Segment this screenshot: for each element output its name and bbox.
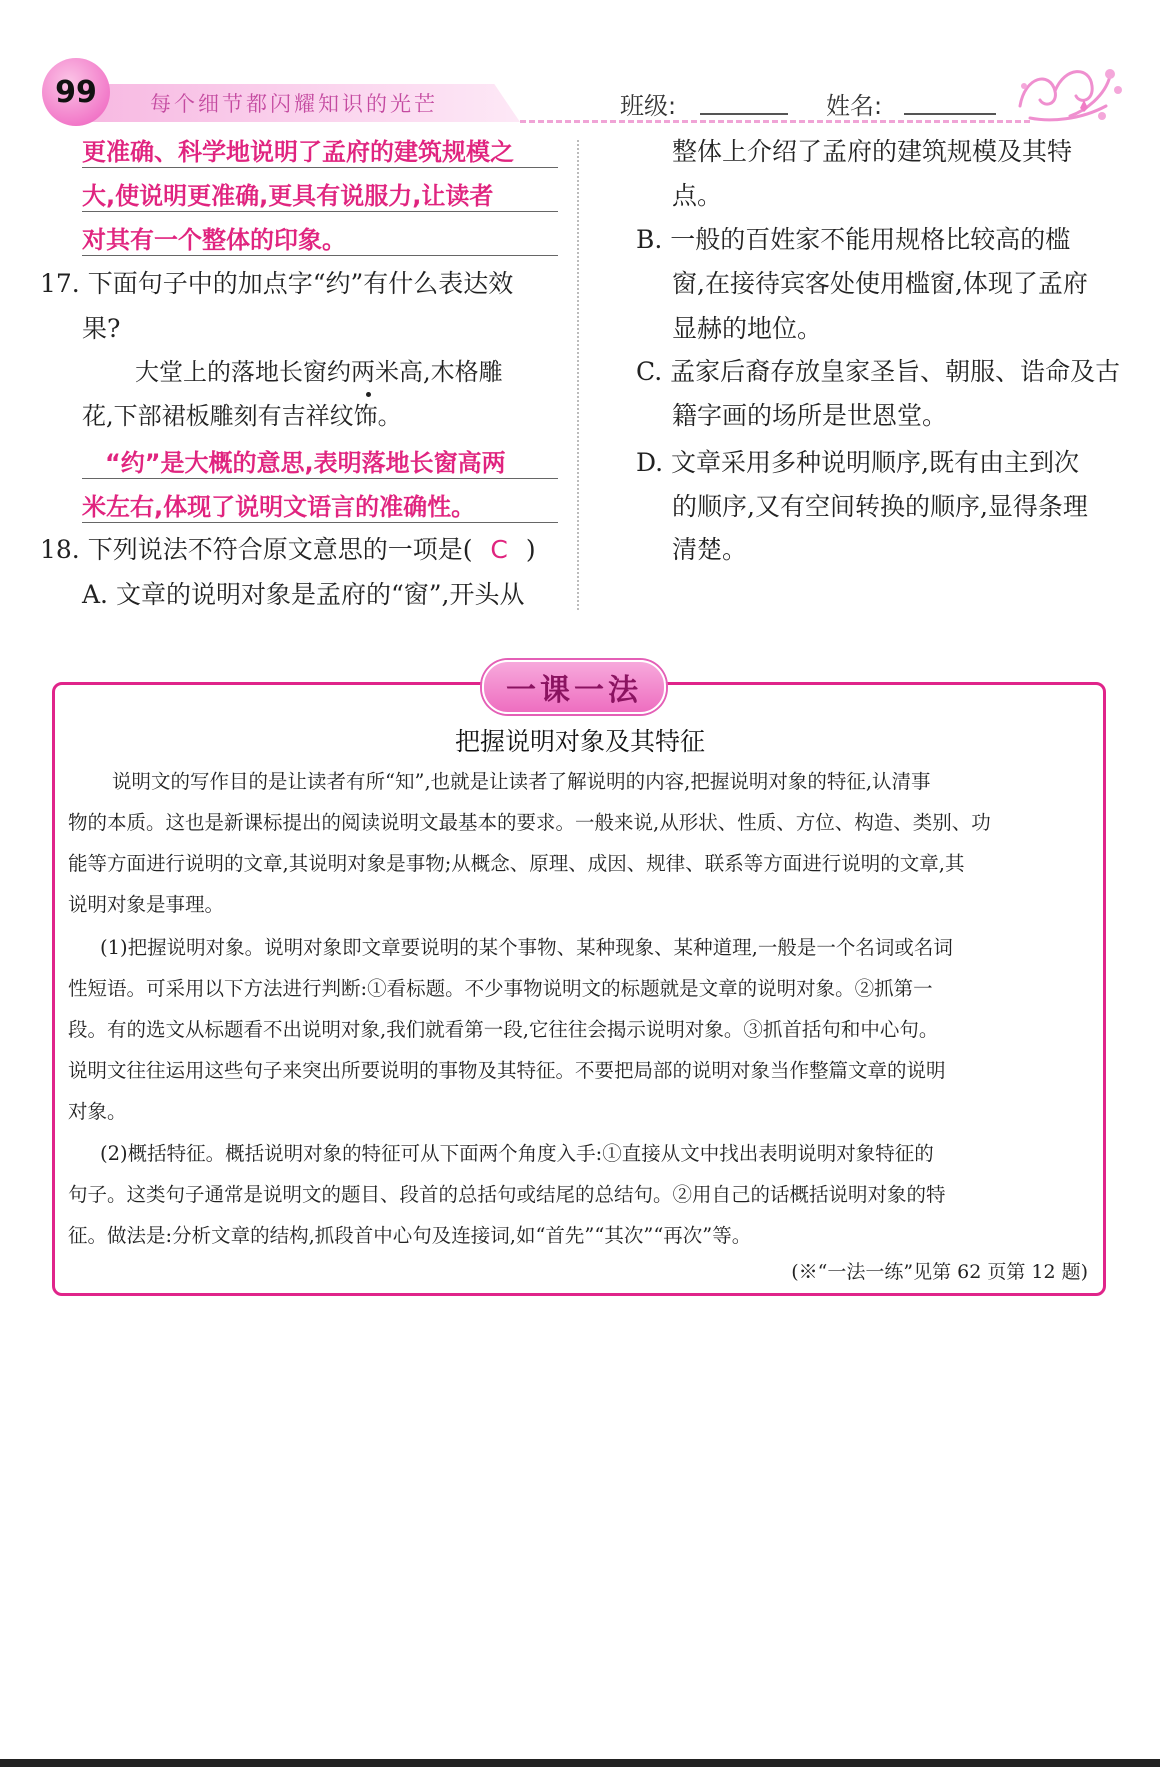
method-box-title: 把握说明对象及其特征 [454,727,705,756]
method-box-tab: 一课一法 [482,660,666,714]
method-paragraph-line: (1)把握说明对象。说明对象即文章要说明的某个事物、某种现象、某种道理,一般是一个名词或名词 [100,936,953,959]
method-paragraph-line: 说明文的写作目的是让读者有所“知”,也就是让读者了解说明的内容,把握说明对象的特征,认清事 [112,770,931,793]
option-d-cont: 的顺序,又有空间转换的顺序,显得条理 [672,492,1088,521]
q18-stem-prefix: 18. 下列说法不符合原文意思的一项是( [40,535,473,564]
method-paragraph-line: 段。有的选文从标题看不出说明对象,我们就看第一段,它往往会揭示说明对象。③抓首括句和中心句。 [68,1018,939,1041]
page-header [0,0,1160,135]
q16-answer-line: 大,使说明更准确,更具有说服力,让读者 [82,182,494,210]
option-c-cont: 籍字画的场所是世恩堂。 [672,401,948,430]
option-b: B. 一般的百姓家不能用规格比较高的槛 [636,225,1071,254]
name-label: 姓名: [826,92,883,120]
method-paragraph-line: (2)概括特征。概括说明对象的特征可从下面两个角度入手:①直接从文中找出表明说明对象特征的 [100,1142,934,1165]
q18-stem [40,528,536,572]
option-b-cont: 显赫的地位。 [672,314,823,343]
slogan-text: 每个细节都闪耀知识的光芒 [150,92,438,116]
method-paragraph-line: 说明文往往运用这些句子来突出所要说明的事物及其特征。不要把局部的说明对象当作整篇文章的说明 [68,1059,946,1082]
bottom-edge-bar [0,1759,1160,1767]
q18-answer: C [490,535,508,564]
q16-answer-line: 更准确、科学地说明了孟府的建筑规模之 [82,138,514,166]
method-footnote: (※“一法一练”见第 62 页第 12 题) [791,1261,1088,1283]
option-a-cont: 点。 [672,181,723,210]
option-d-cont: 清楚。 [672,535,748,564]
answer-rule [82,478,558,479]
column-divider [577,140,579,610]
method-paragraph-line: 说明对象是事理。 [68,893,225,916]
option-a-cont: 整体上介绍了孟府的建筑规模及其特 [672,137,1073,166]
method-paragraph-line: 对象。 [68,1100,127,1123]
q17-answer-line: 米左右,体现了说明文语言的准确性。 [82,493,476,521]
q17-stem: 17. 下面句子中的加点字“约”有什么表达效 [40,269,514,298]
q17-quote-cont: 花,下部裙板雕刻有吉祥纹饰。 [82,402,402,430]
method-paragraph-line: 性短语。可采用以下方法进行判断:①看标题。不少事物说明文的标题就是文章的说明对象。②抓第一 [68,977,933,1000]
q17-answer-line: “约”是大概的意思,表明落地长窗高两 [105,449,506,477]
name-blank[interactable] [904,113,996,115]
method-paragraph-line: 能等方面进行说明的文章,其说明对象是事物;从概念、原理、成因、规律、联系等方面进行说明的文章,其 [68,852,965,875]
method-paragraph-line: 物的本质。这也是新课标提出的阅读说明文最基本的要求。一般来说,从形状、性质、方位、构造、类别、功 [68,811,991,834]
method-paragraph-line: 征。做法是:分析文章的结构,抓段首中心句及连接词,如“首先”“其次”“再次”等。 [68,1224,752,1247]
answer-rule [82,255,558,256]
floral-ornament-icon [1010,56,1128,128]
option-c: C. 孟家后裔存放皇家圣旨、朝服、诰命及古 [636,357,1121,386]
method-paragraph-line: 句子。这类句子通常是说明文的题目、段首的总括句或结尾的总结句。②用自己的话概括说明对象的特 [68,1183,946,1206]
page-number: 99 [42,58,110,126]
q17-stem-cont: 果? [82,314,121,343]
answer-rule [82,167,558,168]
q16-answer-line: 对其有一个整体的印象。 [82,226,346,254]
class-label: 班级: [620,92,677,120]
q18-stem-suffix: ) [525,535,536,564]
header-dashed-rule [520,120,1030,123]
option-b-cont: 窗,在接待宾客处使用槛窗,体现了孟府 [672,269,1088,298]
option-d: D. 文章采用多种说明顺序,既有由主到次 [636,448,1079,477]
q18-option-a: A. 文章的说明对象是孟府的“窗”,开头从 [82,580,525,609]
answer-rule [82,522,558,523]
class-blank[interactable] [700,113,788,115]
answer-rule [82,211,558,212]
q17-quote: 大堂上的落地长窗约两米高,木格雕 [135,358,503,386]
